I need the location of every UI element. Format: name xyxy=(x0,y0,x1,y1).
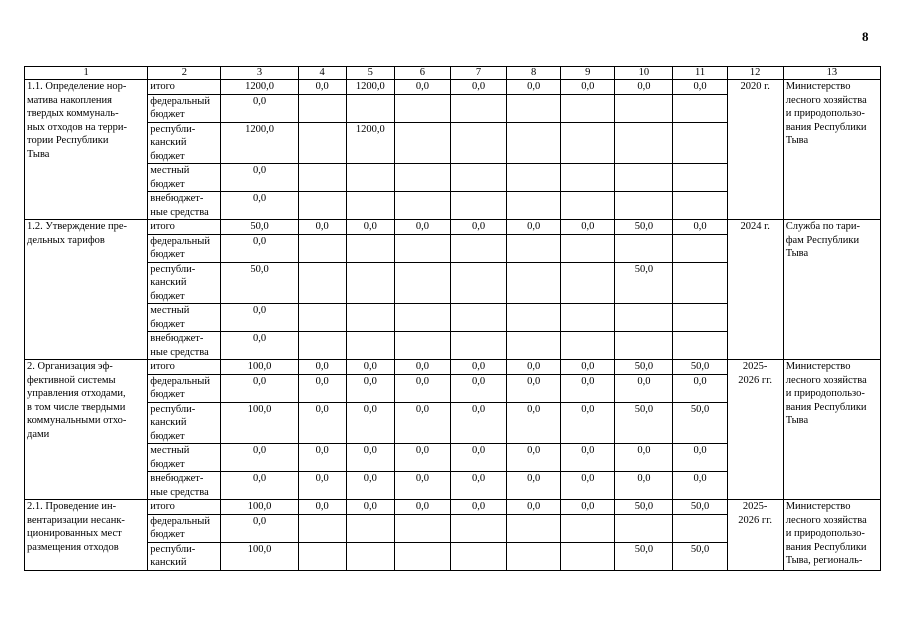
amount-cell: 0,0 xyxy=(561,80,615,95)
amount-cell: 0,0 xyxy=(561,360,615,375)
amount-cell xyxy=(394,192,450,220)
amount-cell xyxy=(673,164,727,192)
amount-cell: 0,0 xyxy=(221,304,298,332)
funding-source: федеральный бюджет xyxy=(148,514,221,542)
amount-cell: 50,0 xyxy=(615,542,673,570)
amount-cell: 0,0 xyxy=(346,444,394,472)
amount-cell xyxy=(507,304,561,332)
amount-cell xyxy=(673,192,727,220)
funding-source: итого xyxy=(148,360,221,375)
amount-cell: 0,0 xyxy=(561,374,615,402)
amount-cell xyxy=(450,164,506,192)
amount-cell: 0,0 xyxy=(615,374,673,402)
amount-cell xyxy=(507,332,561,360)
amount-cell: 0,0 xyxy=(450,472,506,500)
amount-cell: 0,0 xyxy=(507,472,561,500)
amount-cell: 1200,0 xyxy=(346,122,394,164)
amount-cell: 50,0 xyxy=(615,402,673,444)
amount-cell xyxy=(673,514,727,542)
amount-cell: 0,0 xyxy=(346,500,394,515)
amount-cell xyxy=(450,122,506,164)
amount-cell: 0,0 xyxy=(507,500,561,515)
amount-cell: 0,0 xyxy=(221,514,298,542)
amount-cell xyxy=(615,514,673,542)
amount-cell: 0,0 xyxy=(561,500,615,515)
amount-cell: 50,0 xyxy=(615,220,673,235)
measure-name: 2. Организация эф- фективной системы управления отходами, в том числе твердыми коммунальными отхо- дами xyxy=(25,360,148,500)
funding-source: местный бюджет xyxy=(148,304,221,332)
column-number-13: 13 xyxy=(783,67,880,80)
budget-table xyxy=(24,66,881,571)
amount-cell: 0,0 xyxy=(394,80,450,95)
amount-cell xyxy=(298,192,346,220)
funding-source: итого xyxy=(148,80,221,95)
amount-cell: 100,0 xyxy=(221,402,298,444)
implementation-period: 2020 г. xyxy=(727,80,783,220)
amount-cell xyxy=(298,94,346,122)
table-row xyxy=(25,220,881,235)
amount-cell: 0,0 xyxy=(298,220,346,235)
column-number-4: 4 xyxy=(298,67,346,80)
funding-source: местный бюджет xyxy=(148,164,221,192)
amount-cell xyxy=(615,164,673,192)
column-number-10: 10 xyxy=(615,67,673,80)
column-number-row xyxy=(25,67,881,80)
amount-cell: 50,0 xyxy=(673,402,727,444)
table-row xyxy=(25,360,881,375)
amount-cell: 0,0 xyxy=(450,500,506,515)
amount-cell: 0,0 xyxy=(346,402,394,444)
measure-name: 1.2. Утверждение пре- дельных тарифов xyxy=(25,220,148,360)
amount-cell: 100,0 xyxy=(221,542,298,570)
amount-cell: 0,0 xyxy=(394,220,450,235)
amount-cell: 50,0 xyxy=(673,542,727,570)
amount-cell: 0,0 xyxy=(673,220,727,235)
amount-cell: 1200,0 xyxy=(221,122,298,164)
amount-cell xyxy=(615,94,673,122)
amount-cell xyxy=(561,164,615,192)
responsible-executor: Министерство лесного хозяйства и природопользо- вания Республики Тыва xyxy=(783,80,880,220)
amount-cell xyxy=(346,192,394,220)
amount-cell xyxy=(298,122,346,164)
amount-cell xyxy=(394,542,450,570)
funding-source: республи- канский бюджет xyxy=(148,122,221,164)
amount-cell xyxy=(298,514,346,542)
funding-source: итого xyxy=(148,220,221,235)
amount-cell: 0,0 xyxy=(346,374,394,402)
column-number-3: 3 xyxy=(221,67,298,80)
amount-cell: 50,0 xyxy=(673,360,727,375)
amount-cell: 0,0 xyxy=(450,360,506,375)
amount-cell: 0,0 xyxy=(507,360,561,375)
amount-cell: 1200,0 xyxy=(346,80,394,95)
amount-cell xyxy=(450,304,506,332)
implementation-period: 2024 г. xyxy=(727,220,783,360)
column-number-6: 6 xyxy=(394,67,450,80)
page-number: 8 xyxy=(862,29,869,44)
column-number-7: 7 xyxy=(450,67,506,80)
amount-cell xyxy=(507,94,561,122)
amount-cell: 0,0 xyxy=(450,444,506,472)
amount-cell xyxy=(298,262,346,304)
amount-cell xyxy=(346,514,394,542)
amount-cell: 0,0 xyxy=(450,80,506,95)
table-row xyxy=(25,80,881,95)
amount-cell: 0,0 xyxy=(221,234,298,262)
amount-cell: 50,0 xyxy=(615,500,673,515)
table-row xyxy=(25,500,881,515)
amount-cell: 0,0 xyxy=(507,220,561,235)
column-number-9: 9 xyxy=(561,67,615,80)
amount-cell xyxy=(615,332,673,360)
amount-cell: 0,0 xyxy=(507,80,561,95)
amount-cell xyxy=(507,514,561,542)
amount-cell xyxy=(615,234,673,262)
amount-cell: 0,0 xyxy=(673,374,727,402)
amount-cell: 100,0 xyxy=(221,360,298,375)
amount-cell: 1200,0 xyxy=(221,80,298,95)
amount-cell: 0,0 xyxy=(221,472,298,500)
amount-cell xyxy=(507,122,561,164)
amount-cell: 0,0 xyxy=(346,472,394,500)
amount-cell xyxy=(298,164,346,192)
amount-cell xyxy=(346,262,394,304)
amount-cell xyxy=(507,262,561,304)
column-number-8: 8 xyxy=(507,67,561,80)
amount-cell xyxy=(450,262,506,304)
amount-cell: 0,0 xyxy=(221,332,298,360)
funding-source: внебюджет- ные средства xyxy=(148,332,221,360)
amount-cell xyxy=(673,262,727,304)
amount-cell xyxy=(561,192,615,220)
amount-cell xyxy=(507,542,561,570)
amount-cell xyxy=(346,164,394,192)
amount-cell xyxy=(615,192,673,220)
amount-cell: 50,0 xyxy=(615,360,673,375)
amount-cell xyxy=(394,262,450,304)
amount-cell xyxy=(561,262,615,304)
amount-cell xyxy=(298,332,346,360)
amount-cell: 0,0 xyxy=(394,374,450,402)
amount-cell xyxy=(346,304,394,332)
funding-source: итого xyxy=(148,500,221,515)
amount-cell xyxy=(450,94,506,122)
measure-name: 1.1. Определение нор- матива накопления твердых коммуналь- ных отходов на терри- тории Республики Тыва xyxy=(25,80,148,220)
amount-cell xyxy=(450,514,506,542)
amount-cell xyxy=(394,332,450,360)
amount-cell: 50,0 xyxy=(615,262,673,304)
amount-cell: 100,0 xyxy=(221,500,298,515)
amount-cell: 0,0 xyxy=(298,444,346,472)
amount-cell xyxy=(394,304,450,332)
responsible-executor: Министерство лесного хозяйства и природопользо- вания Республики Тыва xyxy=(783,360,880,500)
amount-cell xyxy=(298,234,346,262)
column-number-1: 1 xyxy=(25,67,148,80)
amount-cell xyxy=(394,94,450,122)
funding-source: местный бюджет xyxy=(148,444,221,472)
amount-cell: 0,0 xyxy=(221,94,298,122)
amount-cell: 0,0 xyxy=(561,472,615,500)
amount-cell xyxy=(394,122,450,164)
amount-cell xyxy=(346,542,394,570)
amount-cell xyxy=(450,332,506,360)
amount-cell: 0,0 xyxy=(450,220,506,235)
amount-cell xyxy=(615,304,673,332)
amount-cell: 50,0 xyxy=(673,500,727,515)
amount-cell: 0,0 xyxy=(450,374,506,402)
amount-cell: 0,0 xyxy=(394,500,450,515)
implementation-period: 2025- 2026 гг. xyxy=(727,500,783,571)
amount-cell xyxy=(561,94,615,122)
column-number-12: 12 xyxy=(727,67,783,80)
amount-cell xyxy=(450,192,506,220)
amount-cell xyxy=(507,192,561,220)
funding-source: федеральный бюджет xyxy=(148,374,221,402)
amount-cell xyxy=(298,304,346,332)
amount-cell: 0,0 xyxy=(394,444,450,472)
amount-cell: 0,0 xyxy=(394,402,450,444)
amount-cell: 0,0 xyxy=(298,360,346,375)
measure-name: 2.1. Проведение ин- вентаризации несанк- ционированных мест размещения отходов xyxy=(25,500,148,571)
amount-cell: 0,0 xyxy=(346,220,394,235)
amount-cell xyxy=(673,332,727,360)
amount-cell xyxy=(507,164,561,192)
column-number-2: 2 xyxy=(148,67,221,80)
amount-cell: 0,0 xyxy=(673,472,727,500)
amount-cell: 0,0 xyxy=(394,360,450,375)
amount-cell: 0,0 xyxy=(673,444,727,472)
amount-cell xyxy=(673,94,727,122)
amount-cell: 0,0 xyxy=(298,80,346,95)
funding-source: федеральный бюджет xyxy=(148,94,221,122)
amount-cell: 0,0 xyxy=(221,374,298,402)
amount-cell: 0,0 xyxy=(507,444,561,472)
column-number-5: 5 xyxy=(346,67,394,80)
amount-cell: 0,0 xyxy=(221,444,298,472)
amount-cell: 0,0 xyxy=(561,402,615,444)
amount-cell xyxy=(450,542,506,570)
amount-cell: 0,0 xyxy=(615,444,673,472)
funding-source: федеральный бюджет xyxy=(148,234,221,262)
amount-cell xyxy=(673,304,727,332)
amount-cell xyxy=(346,94,394,122)
amount-cell xyxy=(561,234,615,262)
amount-cell: 0,0 xyxy=(298,402,346,444)
amount-cell: 0,0 xyxy=(615,472,673,500)
amount-cell: 0,0 xyxy=(507,402,561,444)
amount-cell: 0,0 xyxy=(615,80,673,95)
amount-cell xyxy=(561,122,615,164)
amount-cell: 0,0 xyxy=(221,164,298,192)
amount-cell xyxy=(394,514,450,542)
amount-cell xyxy=(673,234,727,262)
amount-cell xyxy=(394,234,450,262)
amount-cell xyxy=(346,332,394,360)
implementation-period: 2025- 2026 гг. xyxy=(727,360,783,500)
amount-cell: 0,0 xyxy=(561,444,615,472)
amount-cell: 0,0 xyxy=(221,192,298,220)
amount-cell xyxy=(298,542,346,570)
amount-cell xyxy=(673,122,727,164)
amount-cell xyxy=(561,542,615,570)
amount-cell: 0,0 xyxy=(298,472,346,500)
funding-source: внебюджет- ные средства xyxy=(148,192,221,220)
amount-cell: 0,0 xyxy=(298,500,346,515)
responsible-executor: Служба по тари- фам Республики Тыва xyxy=(783,220,880,360)
amount-cell xyxy=(507,234,561,262)
funding-source: внебюджет- ные средства xyxy=(148,472,221,500)
amount-cell: 50,0 xyxy=(221,220,298,235)
responsible-executor: Министерство лесного хозяйства и природопользо- вания Республики Тыва, региональ- xyxy=(783,500,880,571)
column-number-11: 11 xyxy=(673,67,727,80)
amount-cell: 0,0 xyxy=(298,374,346,402)
amount-cell xyxy=(394,164,450,192)
amount-cell: 0,0 xyxy=(561,220,615,235)
amount-cell xyxy=(615,122,673,164)
funding-source: республи- канский бюджет xyxy=(148,262,221,304)
amount-cell: 0,0 xyxy=(346,360,394,375)
amount-cell xyxy=(450,234,506,262)
funding-source: республи- канский xyxy=(148,542,221,570)
amount-cell xyxy=(561,514,615,542)
amount-cell: 0,0 xyxy=(507,374,561,402)
amount-cell: 0,0 xyxy=(673,80,727,95)
amount-cell: 0,0 xyxy=(450,402,506,444)
amount-cell: 50,0 xyxy=(221,262,298,304)
amount-cell xyxy=(561,304,615,332)
amount-cell xyxy=(561,332,615,360)
funding-source: республи- канский бюджет xyxy=(148,402,221,444)
amount-cell: 0,0 xyxy=(394,472,450,500)
amount-cell xyxy=(346,234,394,262)
